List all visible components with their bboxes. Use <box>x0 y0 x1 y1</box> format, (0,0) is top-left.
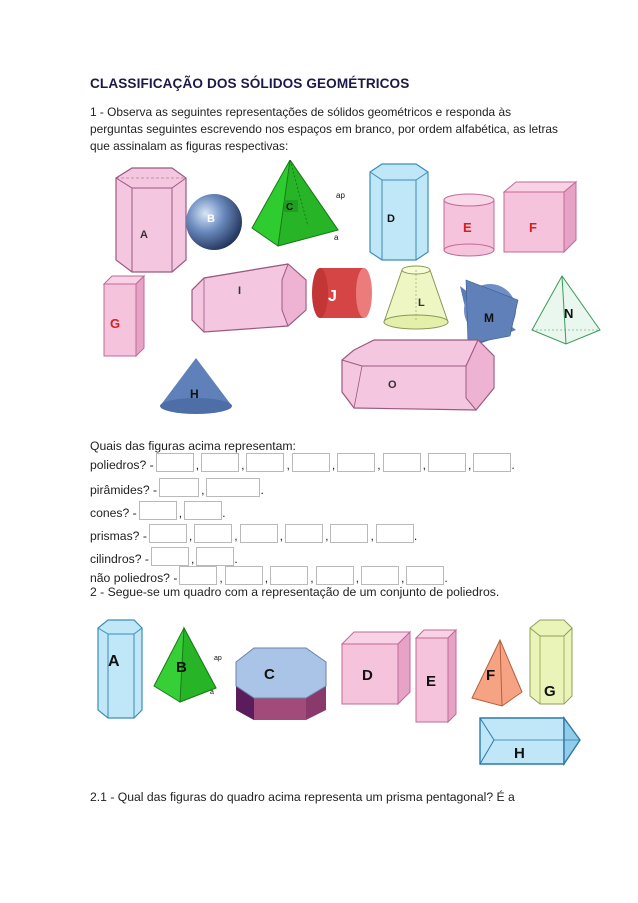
question-end: . <box>511 458 515 472</box>
question-label: cones? - <box>90 506 137 520</box>
answer-box[interactable] <box>156 453 194 472</box>
question-label: prismas? - <box>90 529 147 543</box>
solid-l-truncated-cone <box>384 266 448 329</box>
polyhedron-e-prism <box>416 630 456 722</box>
answer-box[interactable] <box>201 453 239 472</box>
answer-box[interactable] <box>206 478 260 497</box>
label-a-small: a <box>334 233 339 242</box>
solid-c-pyramid <box>252 160 345 246</box>
question-end: . <box>222 506 226 520</box>
question-label: pirâmides? - <box>90 483 158 497</box>
label-a: A <box>108 653 120 670</box>
solid-d-hexagonal-prism <box>370 164 428 260</box>
answer-box[interactable] <box>316 566 354 585</box>
question-end: . <box>413 529 418 543</box>
answer-box[interactable] <box>194 524 232 543</box>
question-1-intro: 1 - Observa as seguintes representações de sólidos geométricos e responda às perguntas seguintes escrevendo nos espaços em branco, por ordem alfabética, as letras que assinalam as figuras respectivas: <box>90 105 558 153</box>
answer-box[interactable] <box>383 453 421 472</box>
label-f: F <box>529 220 537 235</box>
solid-g-prism <box>104 276 144 356</box>
answer-box[interactable] <box>149 524 187 543</box>
answer-box[interactable] <box>139 501 177 520</box>
question-end: . <box>234 552 238 566</box>
question-label: não poliedros? - <box>90 571 178 585</box>
label-e: E <box>426 673 437 690</box>
polyhedron-b-pyramid <box>154 628 222 702</box>
label-m: M <box>484 311 494 325</box>
answer-box[interactable] <box>196 547 234 566</box>
solid-o-prism <box>342 340 494 410</box>
question-piramides: pirâmides? - , . <box>90 477 264 497</box>
answer-box[interactable] <box>337 453 375 472</box>
question-2-1: 2.1 - Qual das figuras do quadro acima representa um prisma pentagonal? É a <box>90 790 515 804</box>
label-j: J <box>328 288 337 305</box>
question-2: 2 - Segue-se um quadro com a representação de um conjunto de poliedros. <box>90 585 500 599</box>
questions-heading: Quais das figuras acima representam: <box>90 439 296 453</box>
polyhedron-f-pyramid <box>472 640 522 706</box>
answer-box[interactable] <box>292 453 330 472</box>
label-b: B <box>176 659 187 676</box>
answer-box[interactable] <box>361 566 399 585</box>
question-end: . <box>260 483 264 497</box>
label-g: G <box>110 316 121 331</box>
question-poliedros: poliedros? - , , , , , , , . <box>90 452 515 472</box>
polyhedron-g-pentagonal-prism <box>530 620 572 704</box>
label-h: H <box>514 745 525 762</box>
polyhedron-c-octagonal-prism <box>236 648 326 720</box>
answer-box[interactable] <box>473 453 511 472</box>
answer-box[interactable] <box>184 501 222 520</box>
answer-box[interactable] <box>428 453 466 472</box>
question-nao-poliedros: não poliedros? - , , , , , . <box>90 565 448 585</box>
solid-j-cylinder <box>312 268 372 318</box>
question-label: cilindros? - <box>90 552 149 566</box>
page-title: CLASSIFICAÇÃO DOS SÓLIDOS GEOMÉTRICOS <box>90 76 410 91</box>
label-e: E <box>463 220 472 235</box>
label-l: L <box>418 297 425 309</box>
answer-box[interactable] <box>246 453 284 472</box>
label-f: F <box>486 667 496 684</box>
question-end: . <box>444 571 448 585</box>
answer-box[interactable] <box>330 524 368 543</box>
question-prismas: prismas? - , , , , , . <box>90 523 417 543</box>
answer-box[interactable] <box>270 566 308 585</box>
label-ap: ap <box>214 655 222 662</box>
label-n: N <box>564 306 574 321</box>
question-label: poliedros? - <box>90 458 154 472</box>
solid-m-cone <box>460 280 518 346</box>
figure-polyhedra-2 <box>94 614 594 774</box>
solid-f-cube <box>504 182 576 252</box>
label-c: C <box>286 202 294 213</box>
answer-box[interactable] <box>406 566 444 585</box>
solid-b-sphere <box>186 194 242 250</box>
answer-box[interactable] <box>285 524 323 543</box>
label-a-small: a <box>210 689 214 696</box>
label-d: D <box>362 667 373 684</box>
label-a: A <box>140 229 148 241</box>
polyhedron-a-hexagonal-prism <box>98 620 142 718</box>
answer-box[interactable] <box>151 547 189 566</box>
solid-i-hexagonal-prism <box>192 264 306 332</box>
solid-a-hexagonal-prism <box>116 168 186 272</box>
label-ap: ap <box>336 191 345 200</box>
label-o: O <box>388 379 397 391</box>
answer-box[interactable] <box>376 524 414 543</box>
answer-box[interactable] <box>179 566 217 585</box>
solid-n-pyramid <box>532 276 600 344</box>
figure-solids-1 <box>92 160 612 422</box>
polyhedron-d-cube <box>342 632 410 704</box>
question-cilindros: cilindros? - , . <box>90 546 238 566</box>
label-d: D <box>387 213 395 225</box>
answer-box[interactable] <box>225 566 263 585</box>
solid-e-cylinder <box>444 194 494 256</box>
question-cones: cones? - , . <box>90 500 226 520</box>
answer-box[interactable] <box>159 478 199 497</box>
label-b: B <box>207 213 215 225</box>
label-i: I <box>238 285 242 297</box>
solid-h-cone <box>160 358 232 414</box>
polyhedron-h-triangular-prism <box>480 718 580 764</box>
label-h: H <box>190 387 199 401</box>
label-g: G <box>544 683 556 700</box>
answer-box[interactable] <box>240 524 278 543</box>
label-c: C <box>264 666 275 683</box>
